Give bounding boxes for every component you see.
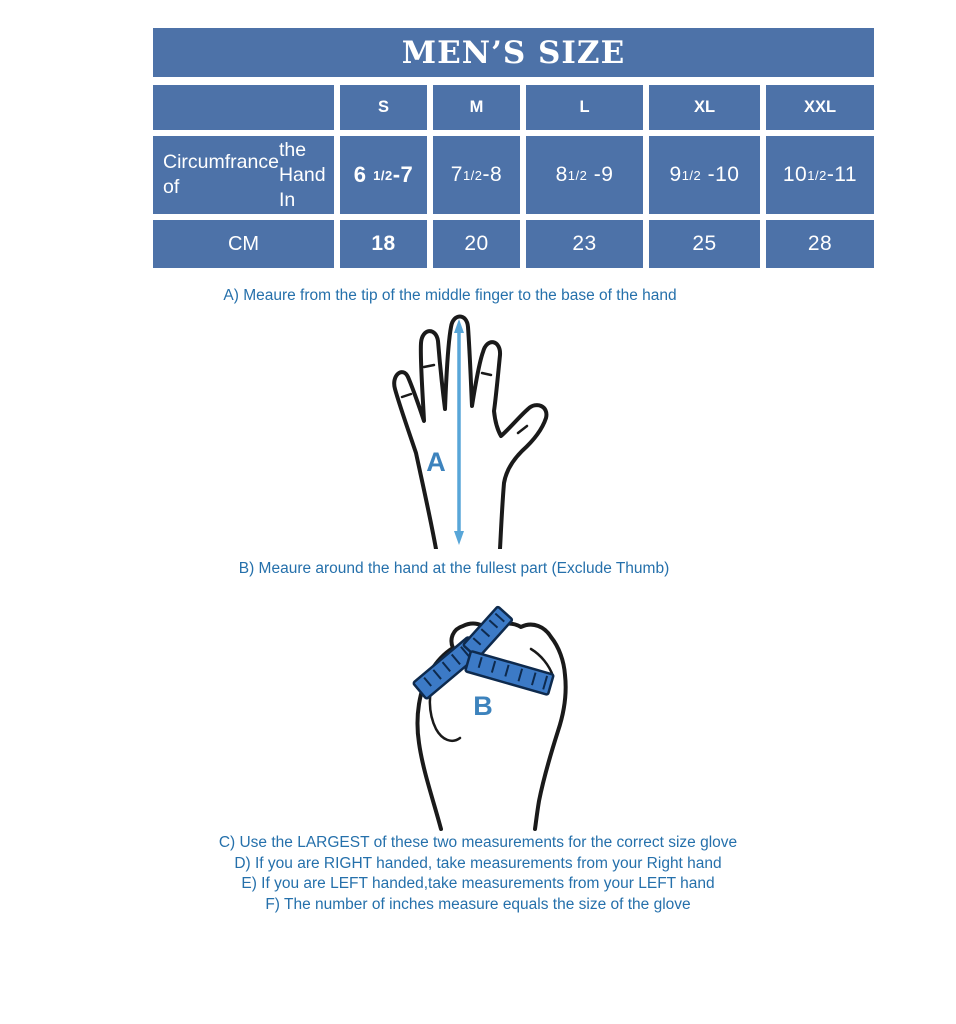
cm-cell-xl: 25 xyxy=(649,220,760,268)
cm-cell-s: 18 xyxy=(340,220,427,268)
size-header-xxl: XXL xyxy=(766,85,874,130)
instruction-a: A) Meaure from the tip of the middle finger to the base of the hand xyxy=(223,287,677,304)
size-header-m: M xyxy=(433,85,520,130)
inches-cell-s: 6 1/2 -7 xyxy=(340,136,427,214)
cm-cell-l: 23 xyxy=(526,220,643,268)
size-header-l: L xyxy=(526,85,643,130)
cm-cell-m: 20 xyxy=(433,220,520,268)
size-header-s: S xyxy=(340,85,427,130)
instruction-e: E) If you are LEFT handed,take measurements from your LEFT hand xyxy=(241,875,715,893)
size-header-xl: XL xyxy=(649,85,760,130)
row-label-inches xyxy=(153,136,334,214)
instruction-c: C) Use the LARGEST of these two measurements for the correct size glove xyxy=(218,834,738,851)
hand-outline xyxy=(394,317,546,550)
instruction-notes xyxy=(0,833,956,916)
fist-illustration xyxy=(383,591,595,831)
inches-cell-xl: 9 1/2 -10 xyxy=(649,136,760,214)
instruction-d: D) If you are RIGHT handed, take measurements from your Right hand xyxy=(234,854,722,872)
instruction-f: F) The number of inches measure equals the size of the glove xyxy=(265,896,691,914)
row-label-inches-line1: Circumfrance of xyxy=(163,151,279,198)
row-label-cm: CM xyxy=(153,220,334,268)
inches-cell-xxl: 10 1/2 -11 xyxy=(766,136,874,214)
table-title: MEN’S SIZE xyxy=(153,28,874,77)
instruction-b: B) Meaure around the hand at the fullest part (Exclude Thumb) xyxy=(238,560,670,577)
label-b: B xyxy=(473,691,493,721)
fist-outline xyxy=(418,624,566,829)
row-label-inches-line2: the Hand In xyxy=(278,138,326,211)
corner-cell xyxy=(153,85,334,130)
size-grid xyxy=(153,85,874,268)
inches-cell-m: 7 1/2 -8 xyxy=(433,136,520,214)
label-a: A xyxy=(426,447,446,477)
cm-cell-xxl: 28 xyxy=(766,220,874,268)
size-table xyxy=(153,28,874,268)
hand-illustration xyxy=(360,311,600,549)
inches-cell-l: 8 1/2 -9 xyxy=(526,136,643,214)
